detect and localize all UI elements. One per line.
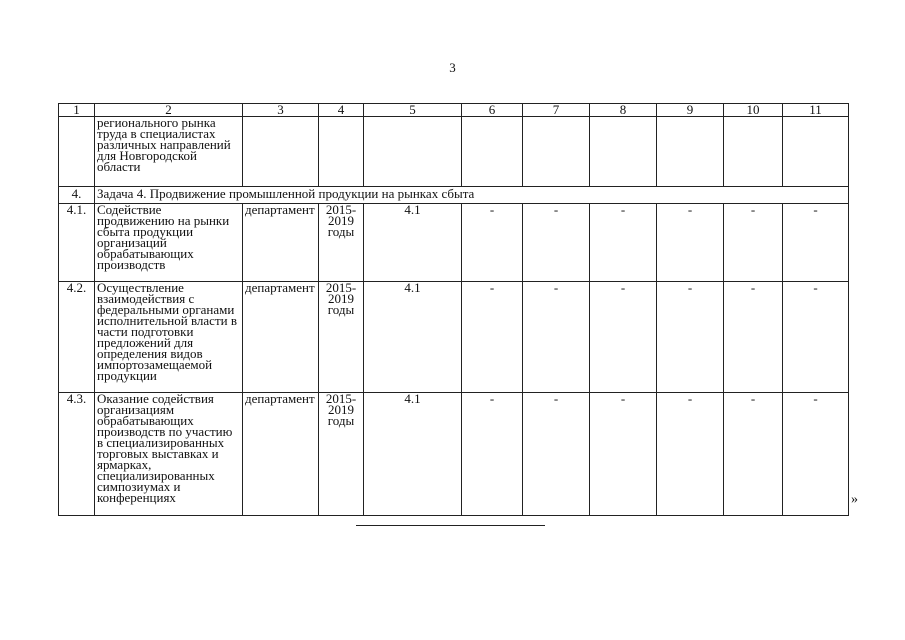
- table-cell: -: [523, 204, 590, 282]
- table-cell: -: [783, 282, 849, 393]
- header-cell: 1: [59, 104, 95, 117]
- row-number: 4.3.: [59, 393, 95, 516]
- header-cell: 2: [95, 104, 243, 117]
- table-cell: -: [462, 204, 523, 282]
- measure-text: Осуществление взаимодействия с федеральными органами исполнительной власти в части подготовки предложений для определения видов импортозамещаемой продукции: [95, 282, 243, 393]
- period: 2015-2019 годы: [319, 204, 364, 282]
- table-cell: -: [724, 282, 783, 393]
- table-row: [59, 204, 849, 282]
- table-row: [59, 393, 849, 516]
- task-row: [59, 187, 849, 204]
- table-cell: [783, 117, 849, 187]
- header-cell: 4: [319, 104, 364, 117]
- table-cell: [590, 117, 657, 187]
- table-cell: [462, 117, 523, 187]
- task-title: Задача 4. Продвижение промышленной продукции на рынках сбыта: [95, 187, 849, 204]
- measure-text: Оказание содействия организациям обрабатывающих производств по участию в специализированных торговых выставках и ярмарках, специализированных симпозиумах и конференциях: [95, 393, 243, 516]
- header-cell: 3: [243, 104, 319, 117]
- table-cell: -: [657, 204, 724, 282]
- table-cell: [657, 117, 724, 187]
- table-cell: [364, 117, 462, 187]
- target-indicator: 4.1: [364, 282, 462, 393]
- row-number: 4.2.: [59, 282, 95, 393]
- page-number: 3: [449, 60, 456, 75]
- header-cell: 7: [523, 104, 590, 117]
- table-cell: -: [462, 282, 523, 393]
- table-cell: [523, 117, 590, 187]
- header-cell: 9: [657, 104, 724, 117]
- table-cell: [724, 117, 783, 187]
- footer-divider: [356, 525, 545, 526]
- executor: департамент: [243, 204, 319, 282]
- table-cell: -: [462, 393, 523, 516]
- executor: департамент: [243, 393, 319, 516]
- header-cell: 8: [590, 104, 657, 117]
- task-number: 4.: [59, 187, 95, 204]
- measures-table: [58, 103, 849, 516]
- table-cell: -: [590, 282, 657, 393]
- measure-text: Содействие продвижению на рынки сбыта продукции организаций обрабатывающих производств: [95, 204, 243, 282]
- continuation-text: регионального рынка труда в специалистах различных направлений для Новгородской области: [95, 117, 243, 187]
- period: 2015-2019 годы: [319, 282, 364, 393]
- table-cell: -: [523, 393, 590, 516]
- continuation-row: [59, 117, 849, 187]
- table-cell: -: [657, 282, 724, 393]
- executor: департамент: [243, 282, 319, 393]
- table-row: [59, 282, 849, 393]
- table-cell: -: [657, 393, 724, 516]
- target-indicator: 4.1: [364, 393, 462, 516]
- header-cell: 6: [462, 104, 523, 117]
- closing-quote: »: [851, 492, 858, 507]
- table-cell: [319, 117, 364, 187]
- period: 2015-2019 годы: [319, 393, 364, 516]
- table-cell: -: [590, 393, 657, 516]
- table-cell: -: [590, 204, 657, 282]
- header-cell: 10: [724, 104, 783, 117]
- table-cell: -: [724, 393, 783, 516]
- header-cell: 5: [364, 104, 462, 117]
- table-cell: -: [523, 282, 590, 393]
- row-number: 4.1.: [59, 204, 95, 282]
- table-cell: [243, 117, 319, 187]
- table-cell: -: [724, 204, 783, 282]
- table-cell: [59, 117, 95, 187]
- header-cell: 11: [783, 104, 849, 117]
- target-indicator: 4.1: [364, 204, 462, 282]
- table-cell: -: [783, 204, 849, 282]
- table-cell: -: [783, 393, 849, 516]
